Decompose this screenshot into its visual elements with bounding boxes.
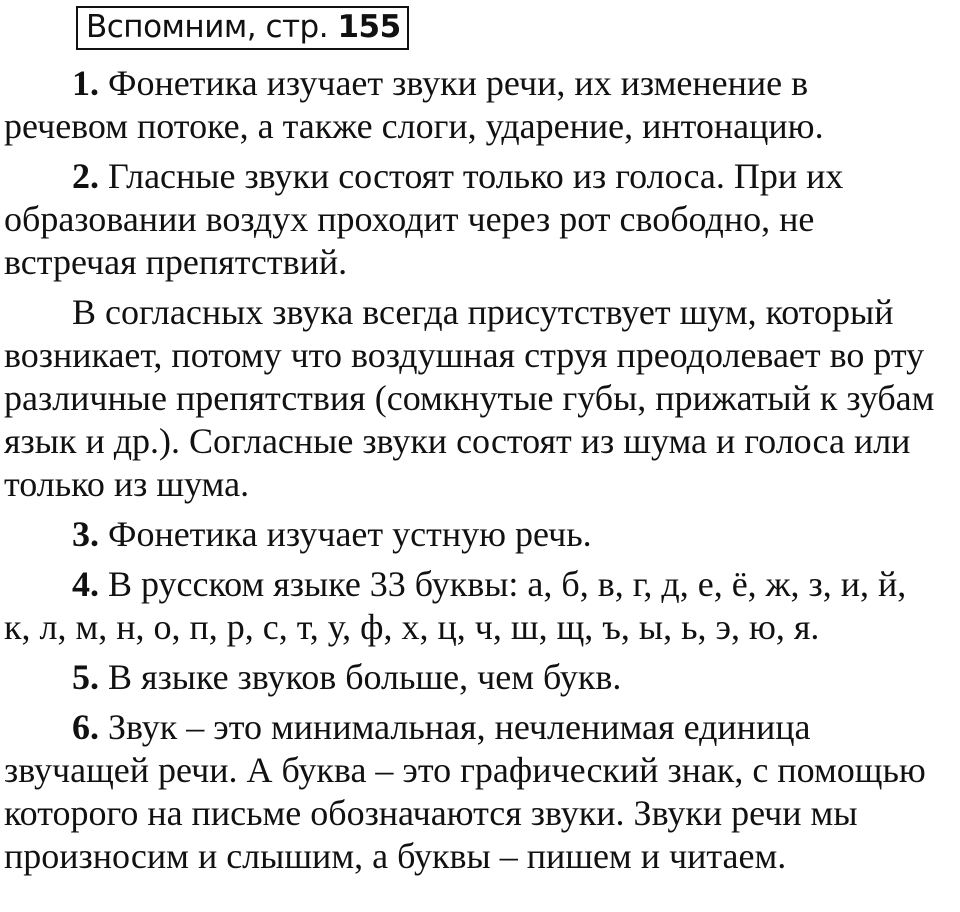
text-line [4,513,956,556]
text-line [4,62,956,105]
answer-paragraph-2-continued [4,291,956,506]
item-number: 4. [72,564,99,604]
item-number: 5. [72,657,99,697]
line-text: Фонетика изучает устную речь. [99,514,592,554]
text-line: речевом потоке, а также слоги, ударение, интонацию. [4,106,824,146]
line-text: В языке звуков больше, чем букв. [99,657,622,697]
answer-paragraph-5 [4,656,956,699]
text-line [4,656,956,699]
item-number: 2. [72,156,99,196]
text-line: к, л, м, н, о, п, р, с, т, у, ф, х, ц, ч, ш, щ, ъ, ы, ь, э, ю, я. [4,607,820,647]
line-text: В русском языке 33 буквы: а, б, в, г, д, е, ё, ж, з, и, й, [99,564,907,604]
text-line: которого на письме обозначаются звуки. Звуки речи мы [4,793,858,833]
answer-paragraph-2 [4,155,956,284]
text-line [4,706,956,749]
text-line: возникает, потому что воздушная струя преодолевает во рту [4,335,925,375]
line-text: Гласные звуки состоят только из голоса. При их [99,156,844,196]
text-line: образовании воздух проходит через рот свободно, не [4,199,815,239]
item-number: 6. [72,707,99,747]
line-text: Звук – это минимальная, нечленимая единица [99,707,811,747]
line-text: Фонетика изучает звуки речи, их изменение в [99,63,809,103]
answers-text [4,62,956,878]
answer-paragraph-4 [4,563,956,649]
text-line: звучащей речи. А буква – это графический знак, с помощью [4,750,926,790]
answer-paragraph-6 [4,706,956,878]
answer-paragraph-1 [4,62,956,148]
text-line: встречая препятствий. [4,242,348,282]
text-line [4,155,956,198]
item-number: 1. [72,63,99,103]
answer-paragraph-3 [4,513,956,556]
text-line: только из шума. [4,464,250,504]
page-reference-prefix: Вспомним, стр. [86,9,329,45]
page-reference-box [76,6,409,50]
text-line: В согласных звука всегда присутствует шум, который [72,292,894,332]
text-line: различные препятствия (сомкнутые губы, прижатый к зубам [4,378,935,418]
page-reference-number: 155 [337,9,401,45]
item-number: 3. [72,514,99,554]
text-line: язык и др.). Согласные звуки состоят из шума и голоса или [4,421,911,461]
text-line: произносим и слышим, а буквы – пишем и читаем. [4,836,787,876]
text-line [4,563,956,606]
